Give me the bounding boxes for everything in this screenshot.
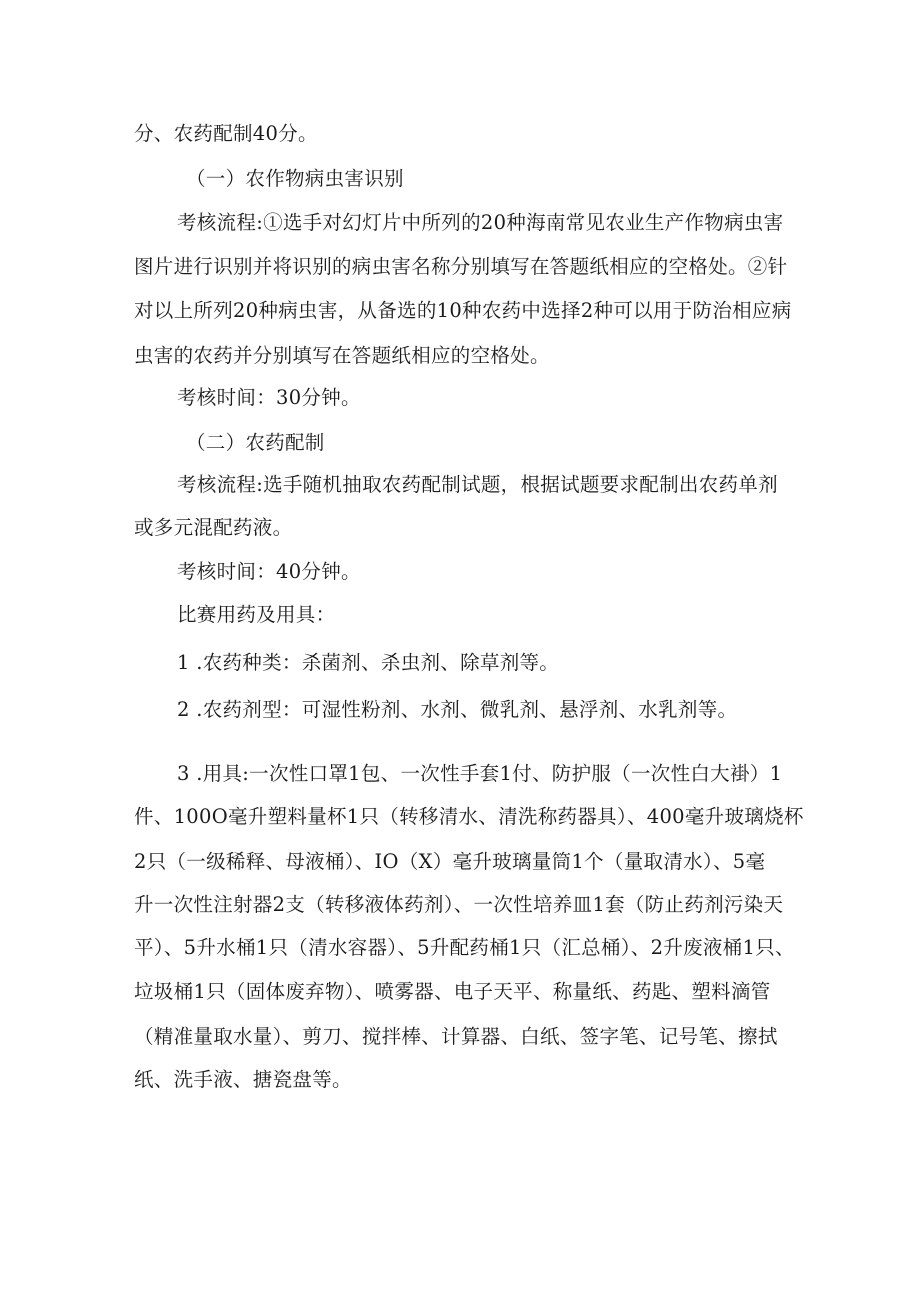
- text-line-continuation: 分、农药配制40分。: [134, 122, 318, 145]
- text-line-materials-heading: 比赛用药及用具：: [177, 603, 336, 626]
- list-item-tools-3: 2只（一级稀释、母液桶）、IO（X）毫升玻璃量筒1个（量取清水）、5毫: [134, 850, 766, 873]
- text-line-process-3: 对以上所列20种病虫害，从备选的10种农药中选择2种可以用于防治相应病: [134, 299, 792, 322]
- list-item-tools-6: 垃圾桶1只（固体废弃物）、喷雾器、电子天平、称量纸、药匙、塑料滴管: [134, 980, 771, 1003]
- list-item-tools-5: 平）、5升水桶1只（清水容器）、5升配药桶1只（汇总桶）、2升废液桶1只、: [134, 936, 795, 959]
- text-line-process-1: 考核流程:①选手对幻灯片中所列的20种海南常见农业生产作物病虫害: [177, 211, 784, 234]
- list-item-tools-1: 3 .用具:一次性口罩1包、一次性手套1付、防护服（一次性白大褂）1: [177, 762, 783, 785]
- list-item-tools-7: （精准量取水量）、剪刀、搅拌棒、计算器、白纸、签字笔、记号笔、擦拭: [134, 1025, 778, 1048]
- list-item-tools-8: 纸、洗手液、搪瓷盘等。: [134, 1068, 352, 1091]
- list-item-pesticide-types: 1 .农药种类：杀菌剂、杀虫剂、除草剂等。: [177, 651, 560, 674]
- text-line-time-40: 考核时间：40分钟。: [177, 560, 361, 583]
- text-line-process-4: 虫害的农药并分别填写在答题纸相应的空格处。: [134, 344, 550, 367]
- text-line-time-30: 考核时间：30分钟。: [177, 386, 361, 409]
- text-line-process-2: 图片进行识别并将识别的病虫害名称分别填写在答题纸相应的空格处。②针: [134, 255, 788, 278]
- list-item-tools-2: 件、100O毫升塑料量杯1只（转移清水、清洗称药器具）、400毫升玻璃烧杯: [134, 805, 804, 828]
- section-heading-pesticide-mixing: （二）农药配制: [186, 431, 325, 454]
- text-line-mixing-process-1: 考核流程:选手随机抽取农药配制试题，根据试题要求配制出农药单剂: [177, 473, 778, 496]
- section-heading-pest-identification: （一）农作物病虫害识别: [186, 167, 404, 190]
- list-item-pesticide-formulations: 2 .农药剂型：可湿性粉剂、水剂、微乳剂、悬浮剂、水乳剂等。: [177, 698, 738, 721]
- text-line-mixing-process-2: 或多元混配药液。: [134, 516, 293, 539]
- list-item-tools-4: 升一次性注射器2支（转移液体药剂）、一次性培养皿1套（防止药剂污染天: [134, 893, 784, 916]
